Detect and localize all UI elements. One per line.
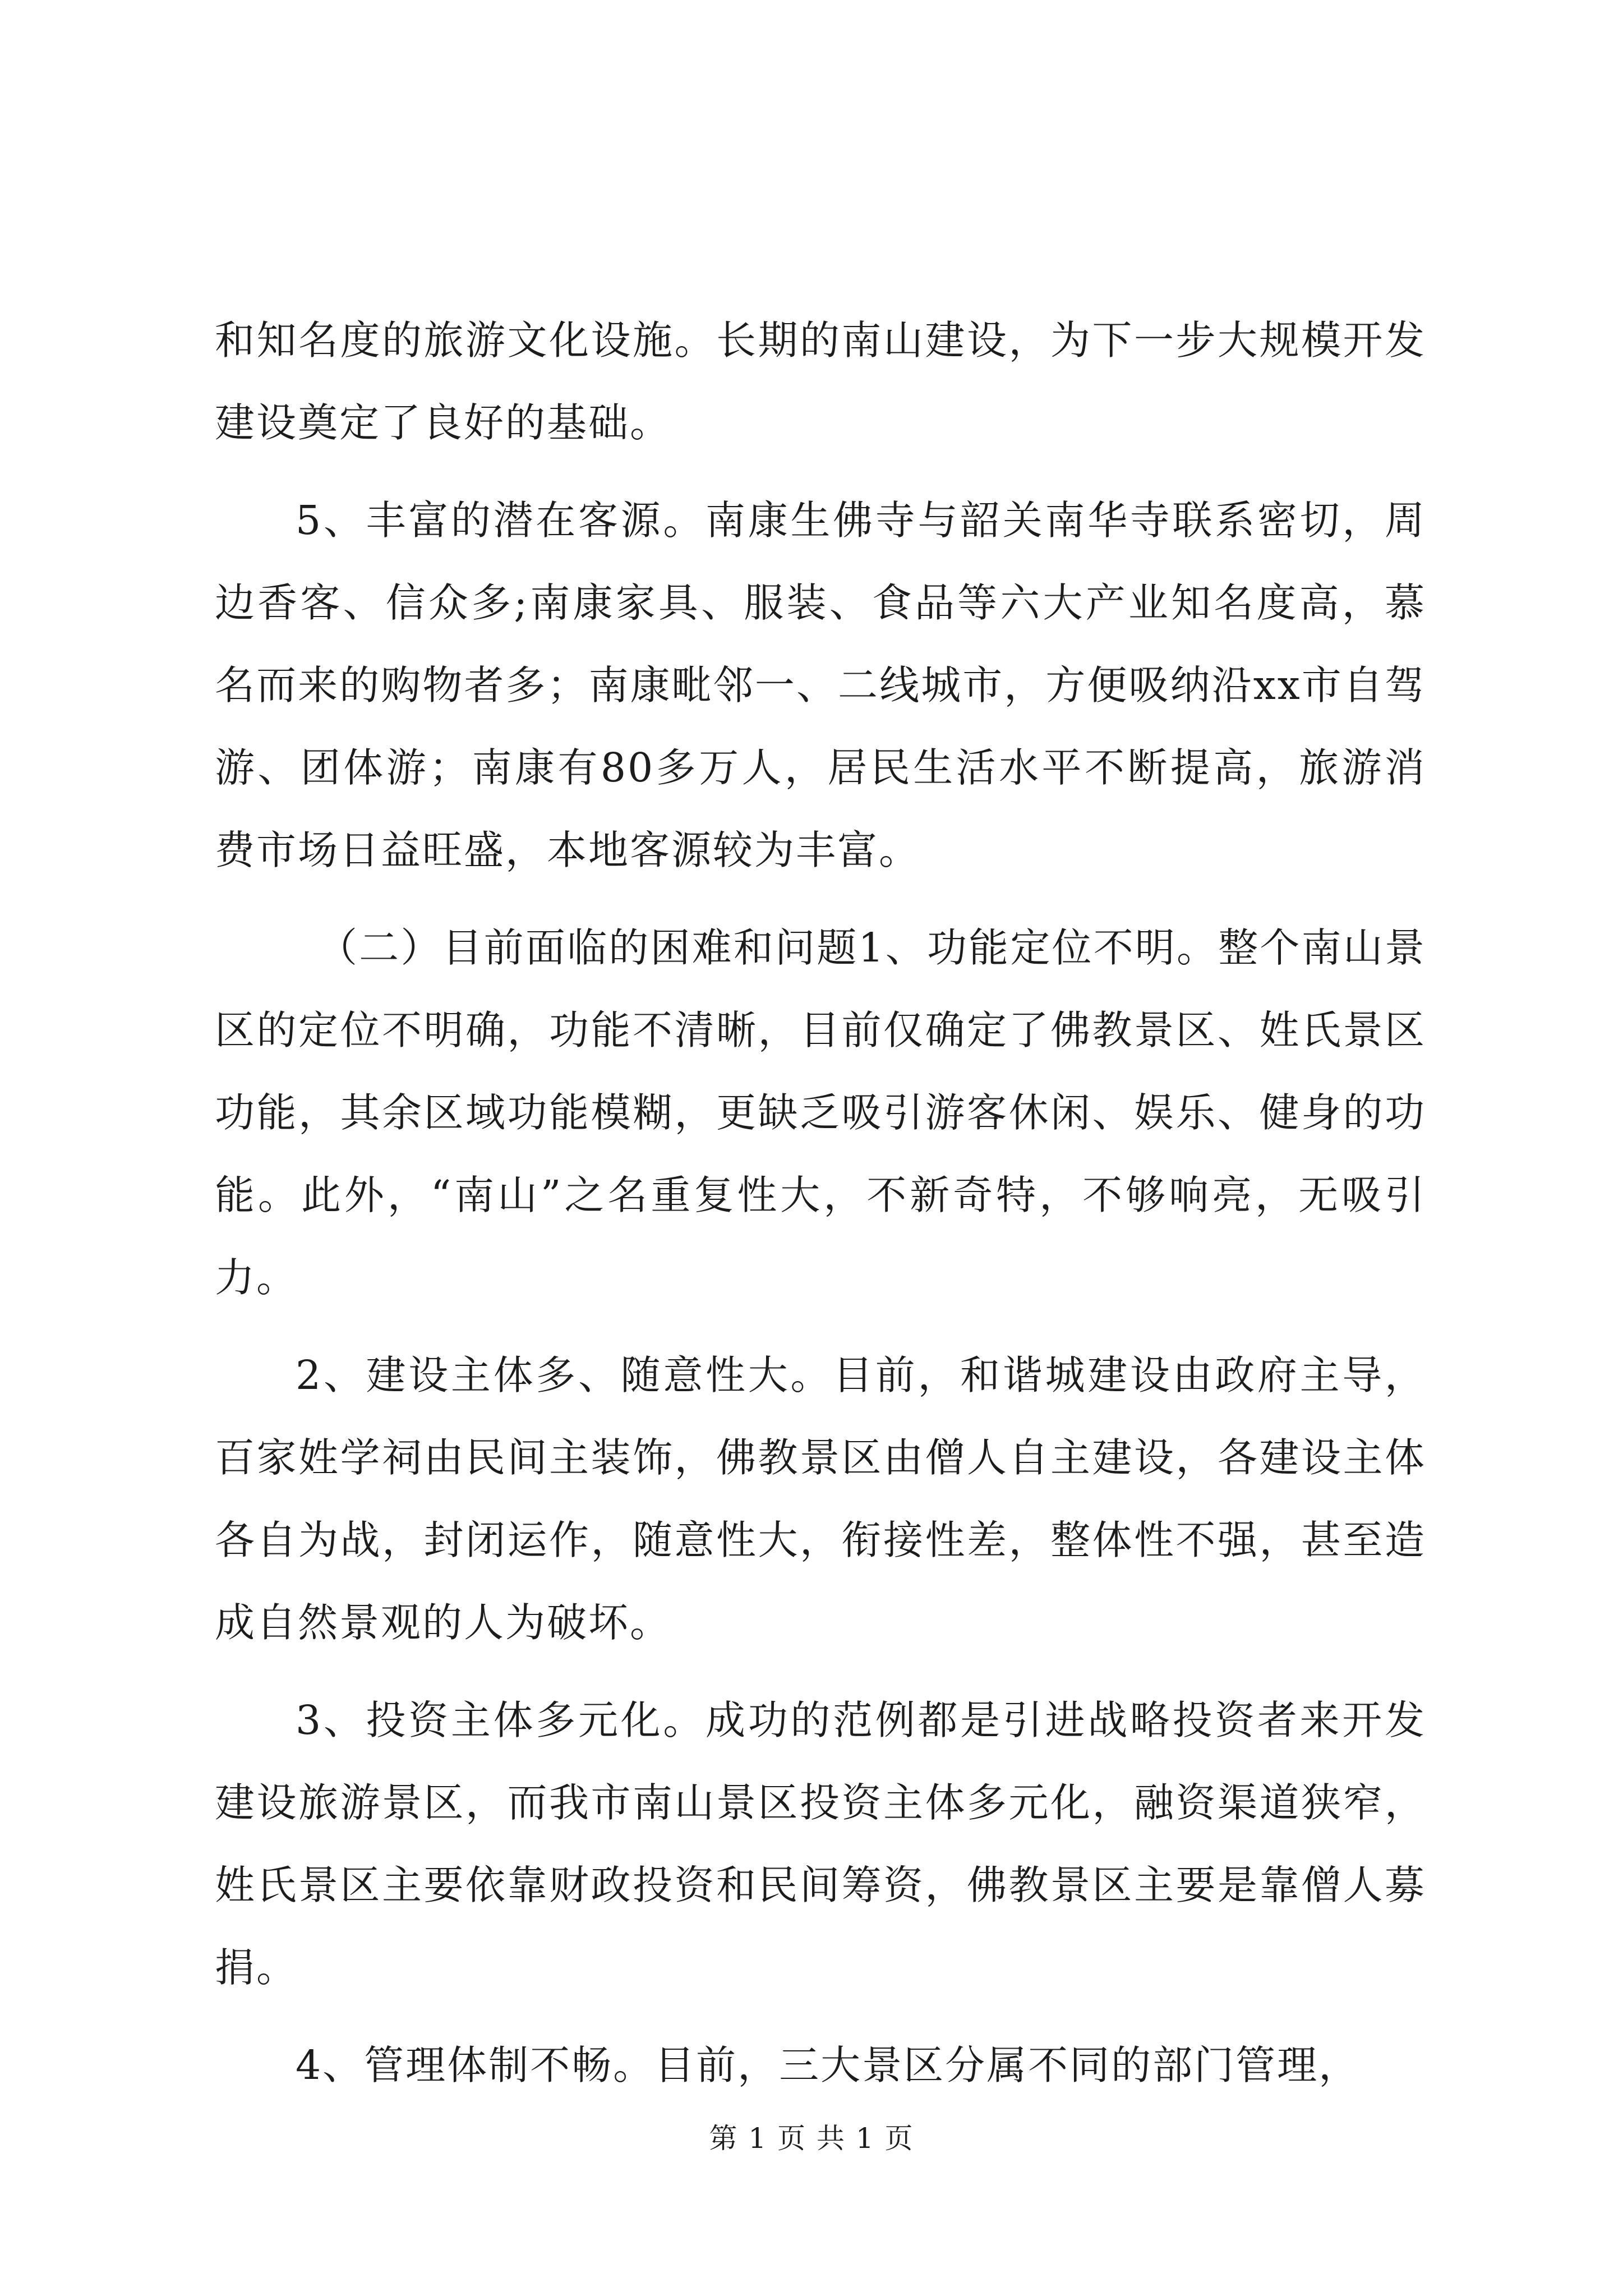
- paragraph-construction-subjects: 2、建设主体多、随意性大。目前，和谐城建设由政府主导，百家姓学祠由民间主装饰，佛教景区由僧人自主建设，各建设主体各自为战，封闭运作，随意性大，衔接性差，整体性不强，甚至造成自然景观的人为破坏。: [215, 1352, 1426, 1646]
- paragraph-management-system: 4、管理体制不畅。目前，三大景区分属不同的部门管理，: [296, 2042, 1361, 2088]
- page-number-footer: 第 1 页 共 1 页: [709, 2122, 914, 2155]
- paragraph-continuation: 和知名度的旅游文化设施。长期的南山建设，为下一步大规模开发建设奠定了良好的基础。: [215, 317, 1426, 446]
- paragraph-potential-tourists: 5、丰富的潜在客源。南康生佛寺与韶关南华寺联系密切，周边香客、信众多;南康家具、服装、食品等六大产业知名度高，慕名而来的购物者多；南康毗邻一、二线城市，方便吸纳沿xx市自驾游、团体游；南康有80多万人，居民生活水平不断提高，旅游消费市场日益旺盛，本地客源较为丰富。: [215, 497, 1426, 873]
- paragraph-difficulties-positioning: （二）目前面临的困难和问题1、功能定位不明。整个南山景区的定位不明确，功能不清晰，目前仅确定了佛教景区、姓氏景区功能，其余区域功能模糊，更缺乏吸引游客休闲、娱乐、健身的功能。此外，“南山”之名重复性大，不新奇特，不够响亮，无吸引力。: [215, 924, 1426, 1301]
- document-body: [215, 299, 1426, 2122]
- paragraph-investment-subjects: 3、投资主体多元化。成功的范例都是引进战略投资者来开发建设旅游景区，而我市南山景区投资主体多元化，融资渠道狭窄，姓氏景区主要依靠财政投资和民间筹资，佛教景区主要是靠僧人募捐。: [215, 1697, 1426, 1991]
